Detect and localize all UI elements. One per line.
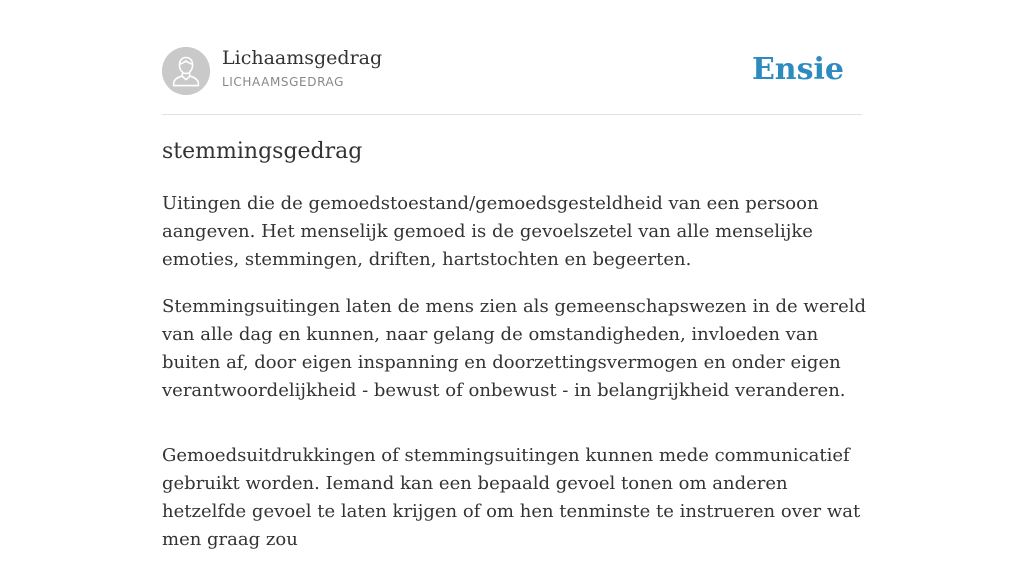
author-name[interactable]: Lichaamsgedrag — [222, 47, 383, 69]
paragraph-2: Stemmingsuitingen laten de mens zien als gemeenschapswezen in de wereld van alle dag en kunnen, naar gelang de omstandigheden, invloeden van buiten af, door eigen inspanning en doorzettingsvermogen en onder eigen verantwoordelijkheid - bewust of onbewust - in belangrijkheid veranderen. — [162, 296, 867, 401]
user-icon[interactable] — [162, 47, 210, 95]
paragraph-1: Uitingen die de gemoedstoestand/gemoedsgesteldheid van een persoon aangeven. Het menselijk gemoed is de gevoelszetel van alle menselijke emoties, stemmingen, driften, hartstochten en begeerten. — [162, 193, 819, 270]
author-category[interactable]: LICHAAMSGEDRAG — [222, 75, 345, 89]
article-title: stemmingsgedrag — [162, 139, 363, 164]
ensie-logo[interactable]: Ensie — [751, 52, 844, 87]
paragraph-3: Gemoedsuitdrukkingen of stemmingsuitingen kunnen mede communicatief gebruikt worden. Iemand kan een bepaald gevoel tonen om anderen hetzelfde gevoel te laten krijgen of om hen tenminste te instrueren over wat men graag zou — [162, 445, 861, 550]
header — [162, 46, 862, 115]
article-body — [162, 190, 867, 573]
